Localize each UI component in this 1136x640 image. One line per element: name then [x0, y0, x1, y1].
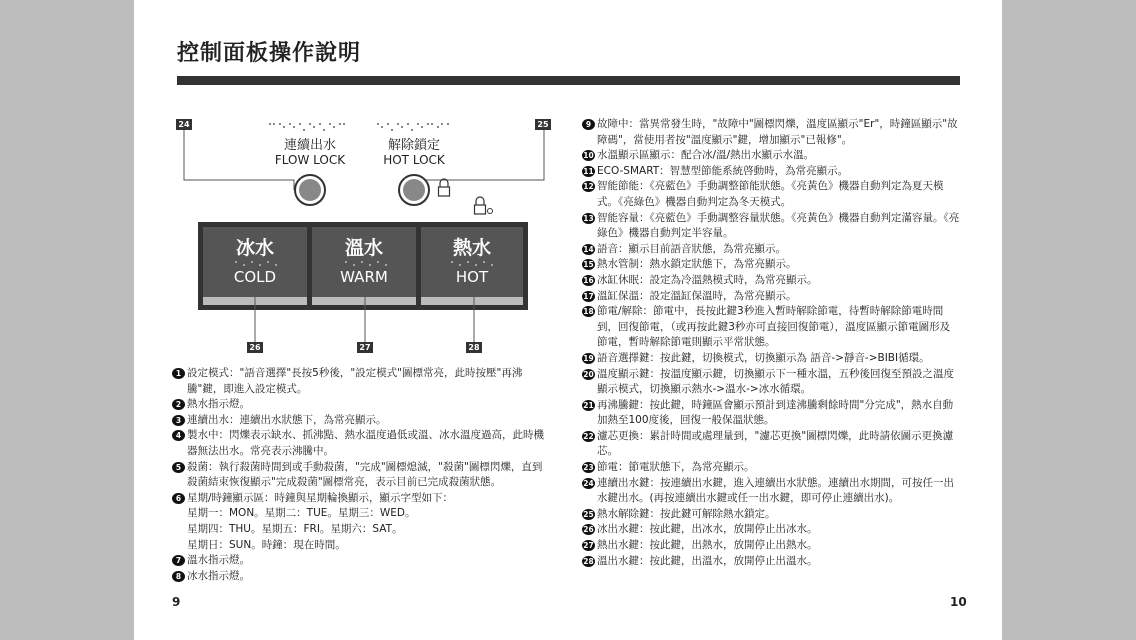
item-number: 20: [583, 369, 594, 379]
item-text: 熱出水鍵：按此鍵，出熱水，放開停止出熱水。: [597, 539, 818, 552]
callout-tag: 25: [535, 119, 551, 130]
item-number: 3: [172, 415, 185, 426]
item-text: 熱水解除鍵：按此鍵可解除熱水鎖定。: [597, 507, 776, 520]
item-number: 13: [583, 213, 594, 223]
item-number: 15: [583, 260, 594, 270]
item-text: 殺菌：執行殺菌時間到或手動殺菌，"完成"圖標熄滅，"殺菌"圖標閃爍，直到殺菌結束恢復顯示"完成殺菌"圖標常亮，表示目前已完成殺菌狀態。: [187, 460, 543, 489]
item-number: 26: [583, 525, 594, 535]
warm-key-label-en: WARM: [340, 268, 388, 286]
page-number-right: 10: [950, 595, 967, 609]
item-text: 溫水指示燈。: [187, 554, 250, 567]
hot-key-strip: [421, 297, 523, 305]
item-text: 溫缸保溫：設定溫缸保溫時，為常亮顯示。: [597, 289, 797, 302]
item-number: 17: [583, 291, 594, 301]
page-title: 控制面板操作說明: [177, 41, 362, 66]
page-number-left: 9: [172, 595, 181, 609]
list-item: [172, 569, 550, 585]
list-item: [582, 398, 960, 429]
list-item: [582, 117, 960, 148]
flow-lock-label: [260, 134, 360, 167]
item-number: 1: [172, 368, 185, 379]
list-item: [582, 257, 960, 273]
item-text: 語音選擇鍵：按此鍵，切換模式，切換顯示為 語音->靜音->BIBI循環。: [597, 351, 930, 364]
item-text: 智能容量：《亮藍色》手動調整容量狀態。《亮黃色》機器自動判定滿容量。《亮綠色》機器自動判定半容量。: [597, 211, 960, 240]
list-item: [582, 522, 960, 538]
item-text: 星期/時鐘顯示區：時鐘與星期輪換顯示，顯示字型如下：: [187, 491, 454, 504]
braille-dots: [269, 123, 449, 131]
list-item: [172, 428, 550, 459]
list-item: [582, 179, 960, 210]
item-number: 24: [583, 478, 594, 488]
list-item: [582, 554, 960, 570]
item-number: 27: [583, 541, 594, 551]
hot-lock-label: [364, 134, 464, 167]
list-item: [582, 460, 960, 476]
right-column-list: [582, 117, 960, 569]
weekday-line: 星期日：SUN。時鐘：現在時間。: [187, 538, 346, 551]
item-text: ECO-SMART：智慧型節能系統啓動時，為常亮顯示。: [597, 164, 849, 177]
hot-key-label-en: HOT: [455, 268, 489, 286]
callout-tag: 27: [357, 342, 373, 353]
item-number: 19: [583, 353, 594, 363]
cold-key-label: [203, 233, 307, 286]
cold-key-label-zh: 冰水: [235, 237, 274, 259]
item-number: 5: [172, 462, 185, 473]
item-text: 設定模式："語音選擇"長按5秒後，"設定模式"圖標常亮，此時按壓"再沸騰"鍵，即進入設定模式。: [187, 367, 523, 395]
flow-lock-button-face[interactable]: [299, 179, 321, 201]
item-text: 智能節能：《亮藍色》手動調整節能狀態。《亮黃色》機器自動判定為夏天模式。《亮綠色》機器自動判定為冬天模式。: [597, 180, 944, 208]
hot-lock-icon: [475, 197, 493, 214]
list-item: [582, 273, 960, 289]
item-number: 4: [172, 430, 185, 441]
weekday-line: 星期四：THU。星期五：FRI。星期六：SAT。: [187, 522, 403, 535]
item-text: 溫出水鍵：按此鍵，出溫水，放開停止出溫水。: [597, 554, 818, 567]
item-number: 14: [583, 244, 594, 254]
item-text: 水溫顯示區顯示：配合冰/溫/熱出水顯示水溫。: [597, 149, 815, 162]
item-text: 語音：顯示目前語音狀態，為常亮顯示。: [597, 242, 786, 255]
list-item: [172, 413, 550, 429]
callout-tag: 28: [466, 342, 482, 353]
item-text: 連續出水：連續出水狀態下，為常亮顯示。: [187, 413, 387, 426]
list-item: [172, 460, 550, 491]
list-item: [582, 429, 960, 460]
item-text: 熱水指示燈。: [187, 398, 250, 411]
item-text: 再沸騰鍵：按此鍵，時鐘區會顯示預計到達沸騰剩餘時間"分完成"，熱水自動加熱至100度後，回復一般保溫狀態。: [597, 398, 954, 427]
list-item: [582, 367, 960, 398]
list-item: [172, 366, 550, 397]
item-number: 12: [583, 182, 594, 192]
item-number: 18: [583, 307, 594, 317]
item-text: 熱水管制：熱水鎖定狀態下，為常亮顯示。: [597, 258, 797, 271]
list-item: [582, 351, 960, 367]
manual-page: [134, 0, 1002, 640]
item-text: 故障中：當異常發生時，"故障中"圖標閃爍，溫度區顯示"Er"，時鐘區顯示"故障碼"，當使用者按"溫度顯示"鍵，增加顯示"已報修"。: [597, 118, 958, 146]
item-text: 製水中：閃爍表示缺水、抓沸點、熱水溫度過低或溫、冰水溫度過高，此時機器無法出水。常亮表示沸騰中。: [187, 429, 544, 457]
list-item: [172, 491, 550, 507]
item-number: 21: [583, 400, 594, 410]
list-item: [582, 304, 960, 351]
item-number: 23: [583, 463, 594, 473]
hot-lock-label-en: HOT LOCK: [383, 153, 445, 167]
item-text: 冰水指示燈。: [187, 569, 250, 582]
list-item: [172, 397, 550, 413]
item-text: 溫度顯示鍵：按溫度顯示鍵，切換顯示下一種水溫，五秒後回復至預設之溫度顯示模式，切換顯示熱水->溫水->冰水循環。: [597, 367, 954, 396]
item-number: 10: [583, 151, 594, 161]
list-item: [582, 164, 960, 180]
item-text: 節電/解除：節電中，長按此鍵3秒進入暫時解除節電，待暫時解除節電時間到，回復節電，（或再按此鍵3秒亦可直接回復節電），溫度區顯示節電圖形及節電，暫時解除節電則顯示平常狀態。: [597, 305, 951, 349]
list-item: [582, 242, 960, 258]
flow-lock-label-en: FLOW LOCK: [274, 153, 346, 167]
callout-tag: 26: [247, 342, 263, 353]
callout-tag: 24: [176, 119, 192, 130]
item-text: 節電：節電狀態下，為常亮顯示。: [597, 461, 755, 474]
hot-lock-label-zh: 解除鎖定: [387, 138, 440, 153]
warm-key-label-zh: 溫水: [344, 237, 383, 259]
item-number: 11: [583, 166, 594, 176]
item-number: 22: [583, 431, 594, 441]
flow-lock-label-zh: 連續出水: [283, 138, 336, 153]
left-column-list: [172, 366, 550, 584]
item-text: 濾芯更換：累計時間或處理量到，"濾芯更換"圖標閃爍，此時請依圖示更換濾芯。: [597, 429, 954, 458]
item-text: 冰出水鍵：按此鍵，出冰水，放開停止出冰水。: [597, 523, 818, 536]
item-number: 28: [583, 556, 594, 566]
item-number: 7: [172, 555, 185, 566]
list-item: [172, 553, 550, 569]
item-number: 25: [583, 509, 594, 519]
hot-key-label-zh: 熱水: [452, 237, 491, 259]
list-item: [582, 507, 960, 523]
weekday-line: 星期一：MON。星期二：TUE。星期三：WED。: [187, 507, 416, 520]
warm-key-strip: [312, 297, 416, 305]
list-item: [582, 538, 960, 554]
item-number: 9: [582, 119, 595, 130]
lock-icon: [439, 179, 450, 196]
warm-key-label: [312, 233, 416, 286]
list-item: [582, 148, 960, 164]
item-number: 8: [172, 571, 185, 582]
hot-key-label: [421, 233, 523, 286]
item-number: 2: [172, 399, 185, 410]
item-number: 16: [583, 275, 594, 285]
list-item: [582, 211, 960, 242]
item-text: 連續出水鍵：按連續出水鍵，進入連續出水狀態。連續出水期間，可按任一出水鍵出水。(再按連續出水鍵或任一出水鍵，即可停止連續出水)。: [597, 476, 954, 505]
hot-lock-button-face[interactable]: [403, 179, 425, 201]
list-item: [582, 476, 960, 507]
list-item: [582, 289, 960, 305]
item-number: 6: [172, 493, 185, 504]
item-text: 冰缸休眠：設定為冷溫熱模式時，為常亮顯示。: [597, 273, 818, 286]
cold-key-label-en: COLD: [233, 268, 277, 286]
